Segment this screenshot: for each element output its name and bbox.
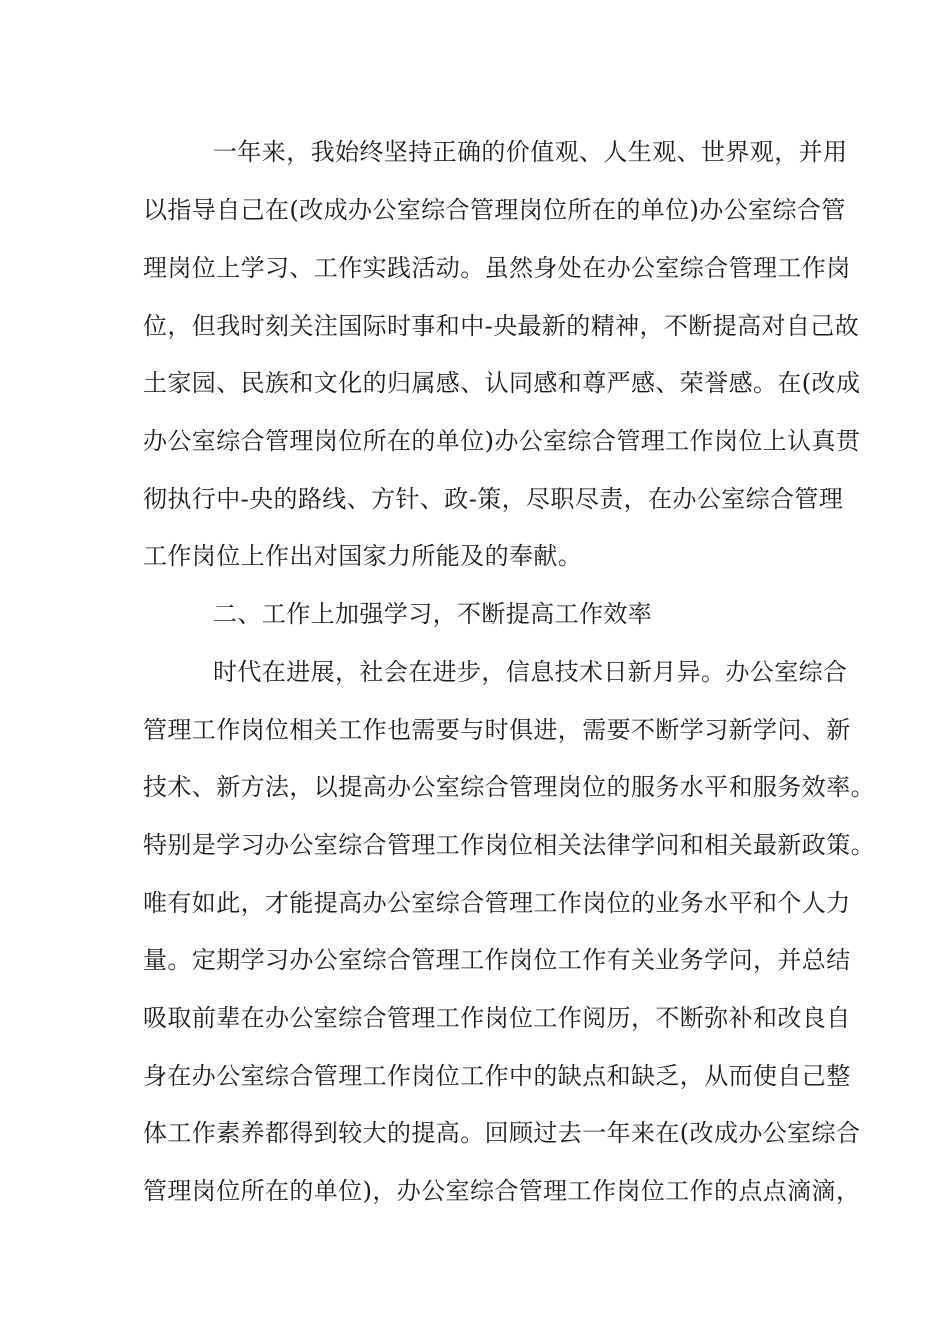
text-line: 时代在进展，社会在进步，信息技术日新月异。办公室综合	[213, 658, 848, 686]
text-line: 一年来，我始终坚持正确的价值观、人生观、世界观，并用	[213, 138, 848, 166]
text-line: 办公室综合管理岗位所在的单位)办公室综合管理工作岗位上认真贯	[143, 427, 861, 455]
text-line: 量。定期学习办公室综合管理工作岗位工作有关业务学问，并总结	[143, 946, 851, 974]
text-line: 土家园、民族和文化的归属感、认同感和尊严感、荣誉感。在(改成	[143, 369, 861, 397]
text-line: 位，但我时刻关注国际时事和中-央最新的精神，不断提高对自己故	[143, 312, 860, 340]
section-heading: 二、工作上加强学习，不断提高工作效率	[213, 600, 653, 628]
text-line: 理岗位上学习、工作实践活动。虽然身处在办公室综合管理工作岗	[143, 254, 851, 282]
text-line: 特别是学习办公室综合管理工作岗位相关法律学问和相关最新政策。	[143, 831, 875, 859]
text-line: 体工作素养都得到较大的提高。回顾过去一年来在(改成办公室综合	[143, 1119, 861, 1147]
text-line: 身在办公室综合管理工作岗位工作中的缺点和缺乏，从而使自己整	[143, 1062, 851, 1090]
text-line: 唯有如此，才能提高办公室综合管理工作岗位的业务水平和个人力	[143, 889, 851, 917]
text-line: 吸取前辈在办公室综合管理工作岗位工作阅历，不断弥补和改良自	[143, 1004, 851, 1032]
text-line: 工作岗位上作出对国家力所能及的奉献。	[143, 542, 583, 570]
text-line: 管理岗位所在的单位)，办公室综合管理工作岗位工作的点点滴滴，	[143, 1177, 861, 1205]
text-line: 技术、新方法，以提高办公室综合管理岗位的服务水平和服务效率。	[143, 773, 875, 801]
text-line: 管理工作岗位相关工作也需要与时俱进，需要不断学习新学问、新	[143, 716, 851, 744]
text-line: 以指导自己在(改成办公室综合管理岗位所在的单位)办公室综合管	[143, 196, 846, 224]
text-line: 彻执行中-央的路线、方针、政-策，尽职尽责，在办公室综合管理	[143, 485, 844, 513]
